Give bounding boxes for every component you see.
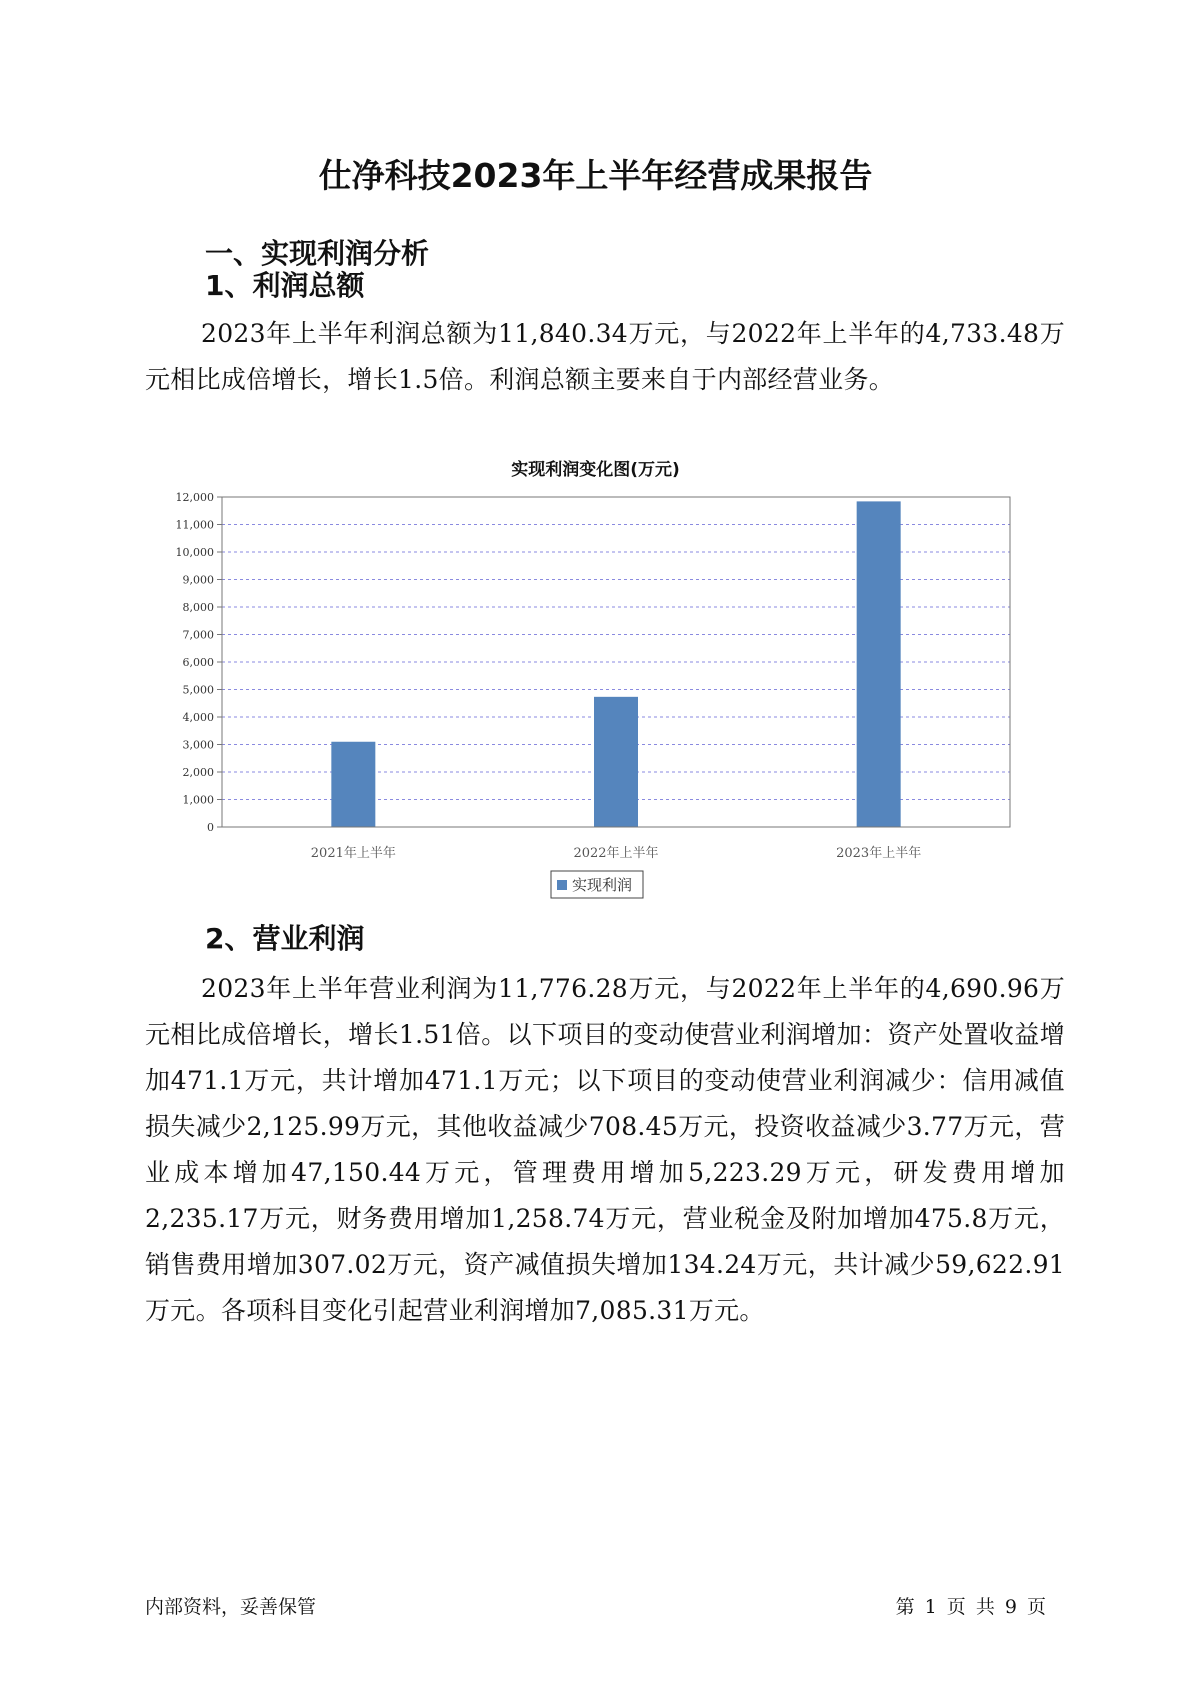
y-tick-label: 10,000 [175, 546, 214, 559]
y-tick-label: 6,000 [182, 656, 214, 669]
footer-confidential-note: 内部资料，妥善保管 [145, 1596, 317, 1618]
page-title: 仕净科技2023年上半年经营成果报告 [318, 156, 873, 195]
chart-x-labels [311, 845, 921, 861]
x-tick-label: 2023年上半年 [836, 846, 922, 861]
legend-label: 实现利润 [572, 876, 633, 894]
chart-y-ticks [176, 491, 223, 834]
y-tick-label: 2,000 [182, 766, 214, 779]
y-tick-label: 11,000 [175, 518, 214, 532]
chart-title: 实现利润变化图(万元) [511, 460, 680, 480]
x-tick-label: 2022年上半年 [573, 846, 659, 861]
y-tick-label: 4,000 [182, 711, 214, 724]
y-tick-label: 7,000 [182, 628, 214, 642]
y-tick-label: 9,000 [182, 573, 214, 587]
bar [331, 742, 375, 827]
footer-page-number: 第 1 页 共 9 页 [895, 1596, 1046, 1618]
chart-bars [331, 501, 900, 827]
operating-profit-paragraph: 2023年上半年营业利润为11,776.28万元，与2022年上半年的4,690.96万元相比成倍增长，增长1.51倍。以下项目的变动使营业利润增加：资产处置收益增加471.1万元，共计增加471.1万元；以下项目的变动使营业利润减少：信用减值损失减少2,125.99万元，其他收益减少708.45万元，投资收益减少3.77万元，营业成本增加47,150.44万元，管理费用增加5,223.29万元，研发费用增加2,235.17万元，财务费用增加1,258.74万元，营业税金及附加增加475.8万元，销售费用增加307.02万元，资产减值损失增加134.24万元，共计减少59,622.91万元。各项科目变化引起营业利润增加7,085.31万元。 [145, 974, 1065, 1325]
y-tick-label: 0 [207, 821, 214, 834]
section-heading-profit-analysis: 一、实现利润分析 [205, 237, 430, 270]
y-tick-label: 12,000 [175, 491, 214, 504]
bar [594, 697, 638, 827]
y-tick-label: 8,000 [182, 601, 214, 614]
y-tick-label: 1,000 [182, 793, 214, 807]
legend-swatch [557, 880, 567, 890]
y-tick-label: 3,000 [182, 738, 214, 752]
total-profit-paragraph: 2023年上半年利润总额为11,840.34万元，与2022年上半年的4,733.48万元相比成倍增长，增长1.5倍。利润总额主要来自于内部经营业务。 [145, 319, 1065, 394]
subsection-heading-operating-profit: 2、营业利润 [205, 922, 365, 955]
subsection-heading-total-profit: 1、利润总额 [205, 269, 365, 302]
y-tick-label: 5,000 [182, 683, 214, 697]
x-tick-label: 2021年上半年 [310, 846, 396, 861]
chart-legend [551, 871, 643, 898]
bar [857, 501, 901, 827]
